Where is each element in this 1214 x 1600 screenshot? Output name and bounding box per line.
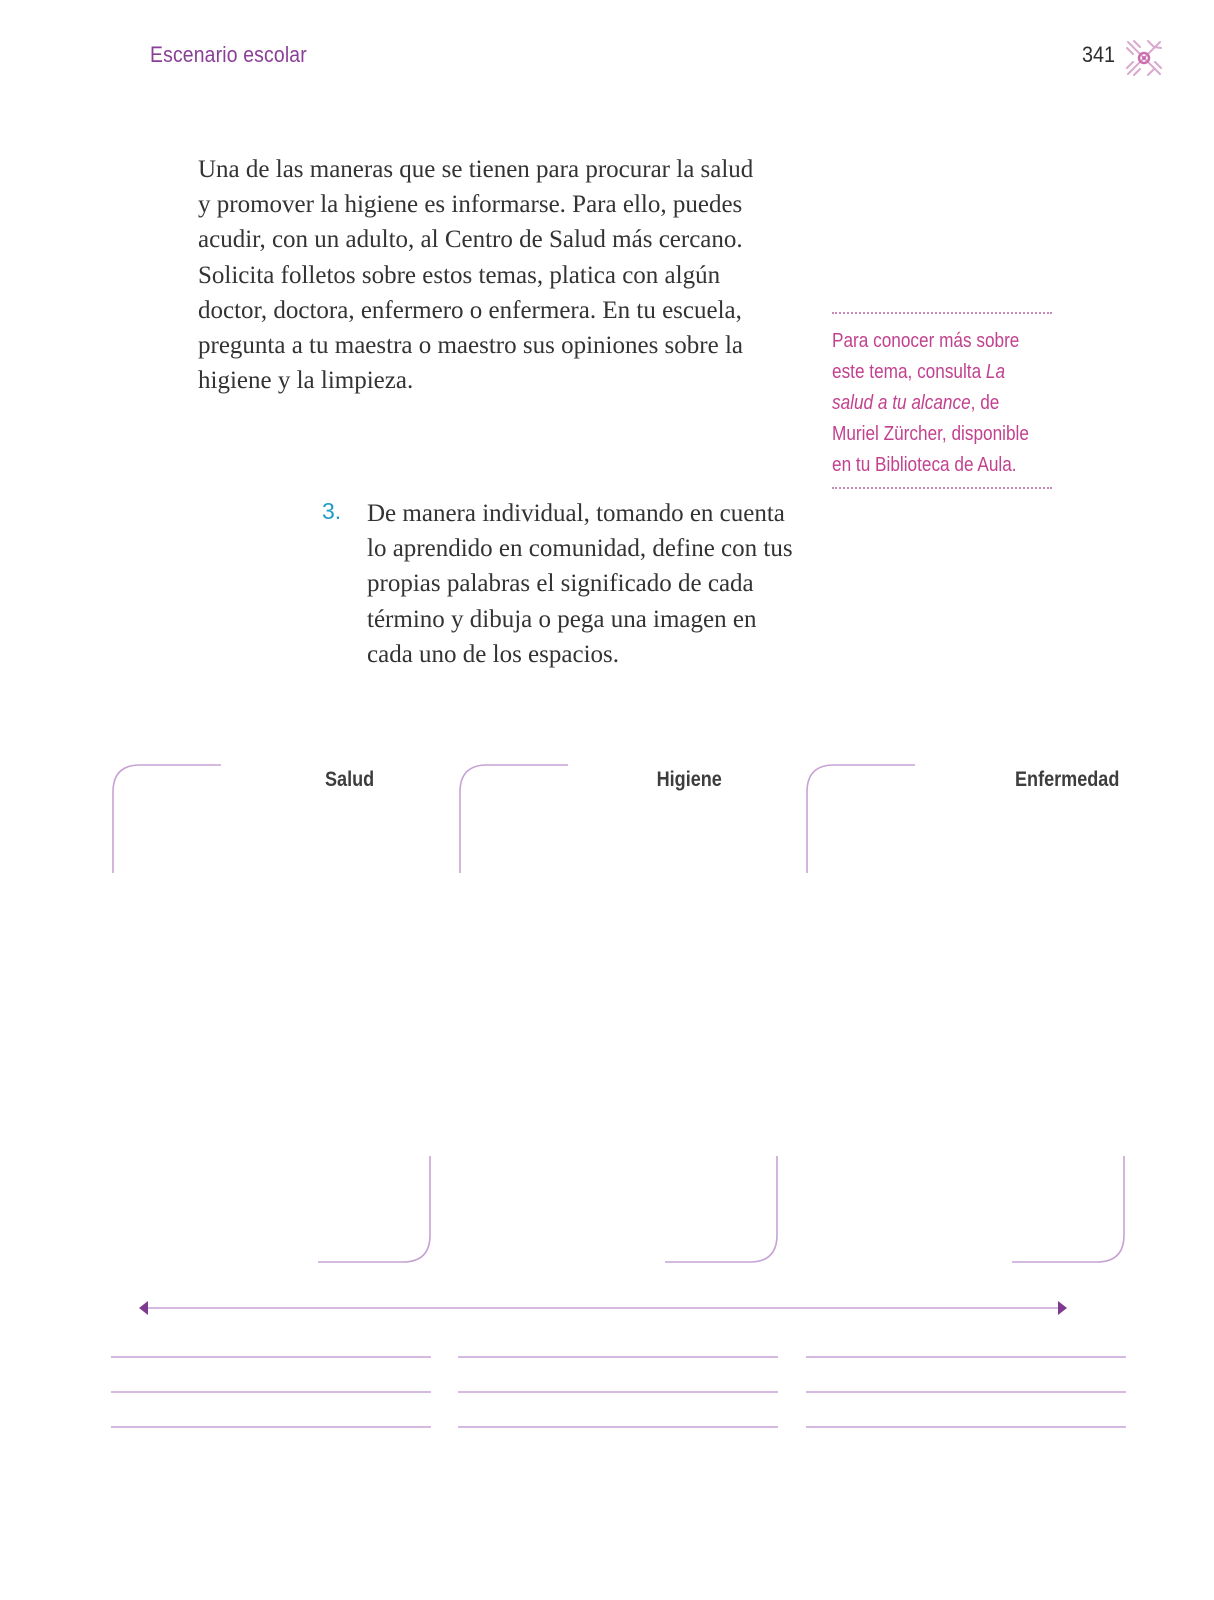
image-frame-top-corner-higiene bbox=[460, 765, 568, 873]
term-label-enfermedad: Enfermedad bbox=[1014, 768, 1119, 791]
suggestion-text-end: , de Muriel Zürcher, disponible en tu Biblioteca de Aula. bbox=[832, 392, 1029, 476]
arrow-right-head-icon bbox=[1058, 1301, 1067, 1315]
decorative-star-icon bbox=[1124, 38, 1164, 78]
image-frame-bottom-corner-higiene bbox=[665, 1156, 777, 1262]
suggested-book-title: La salud a tu alcance bbox=[832, 361, 1006, 414]
intro-paragraph: Una de las maneras que se tienen para procurar la salud y promover la higiene es informarse. Para ello, puedes acudir, con un adulto, al Centro de Salud más cercano. Solicita folletos sobre estos temas, platica con algún doctor, doctora, enfermero o enfermera. En tu escuela, pregunta a tu maestra o maestro sus opiniones sobre la higiene y la limpieza. bbox=[198, 156, 754, 395]
image-frame-bottom-corner-salud bbox=[318, 1156, 430, 1262]
image-frame-bottom-corner-enfermedad bbox=[1012, 1156, 1124, 1262]
term-label-higiene: Higiene bbox=[656, 768, 722, 791]
section-title: Escenario escolar bbox=[150, 42, 307, 67]
reading-suggestion-text bbox=[832, 326, 1047, 481]
image-frame-top-corner-enfermedad bbox=[807, 765, 915, 873]
reading-suggestion-box bbox=[832, 312, 1052, 489]
term-label-salud: Salud bbox=[324, 768, 374, 791]
arrow-left-head-icon bbox=[139, 1301, 148, 1315]
image-frame-top-corner-salud bbox=[113, 765, 221, 873]
suggestion-text-start: Para conocer más sobre este tema, consulta bbox=[832, 330, 1020, 383]
activity-text: De manera individual, tomando en cuenta lo aprendido en comunidad, define con tus propias palabras el significado de cada término y dibuja o pega una imagen en cada uno de los espacios. bbox=[367, 500, 793, 668]
activity-number: 3. bbox=[322, 498, 342, 524]
page-number: 341 bbox=[1082, 42, 1116, 67]
